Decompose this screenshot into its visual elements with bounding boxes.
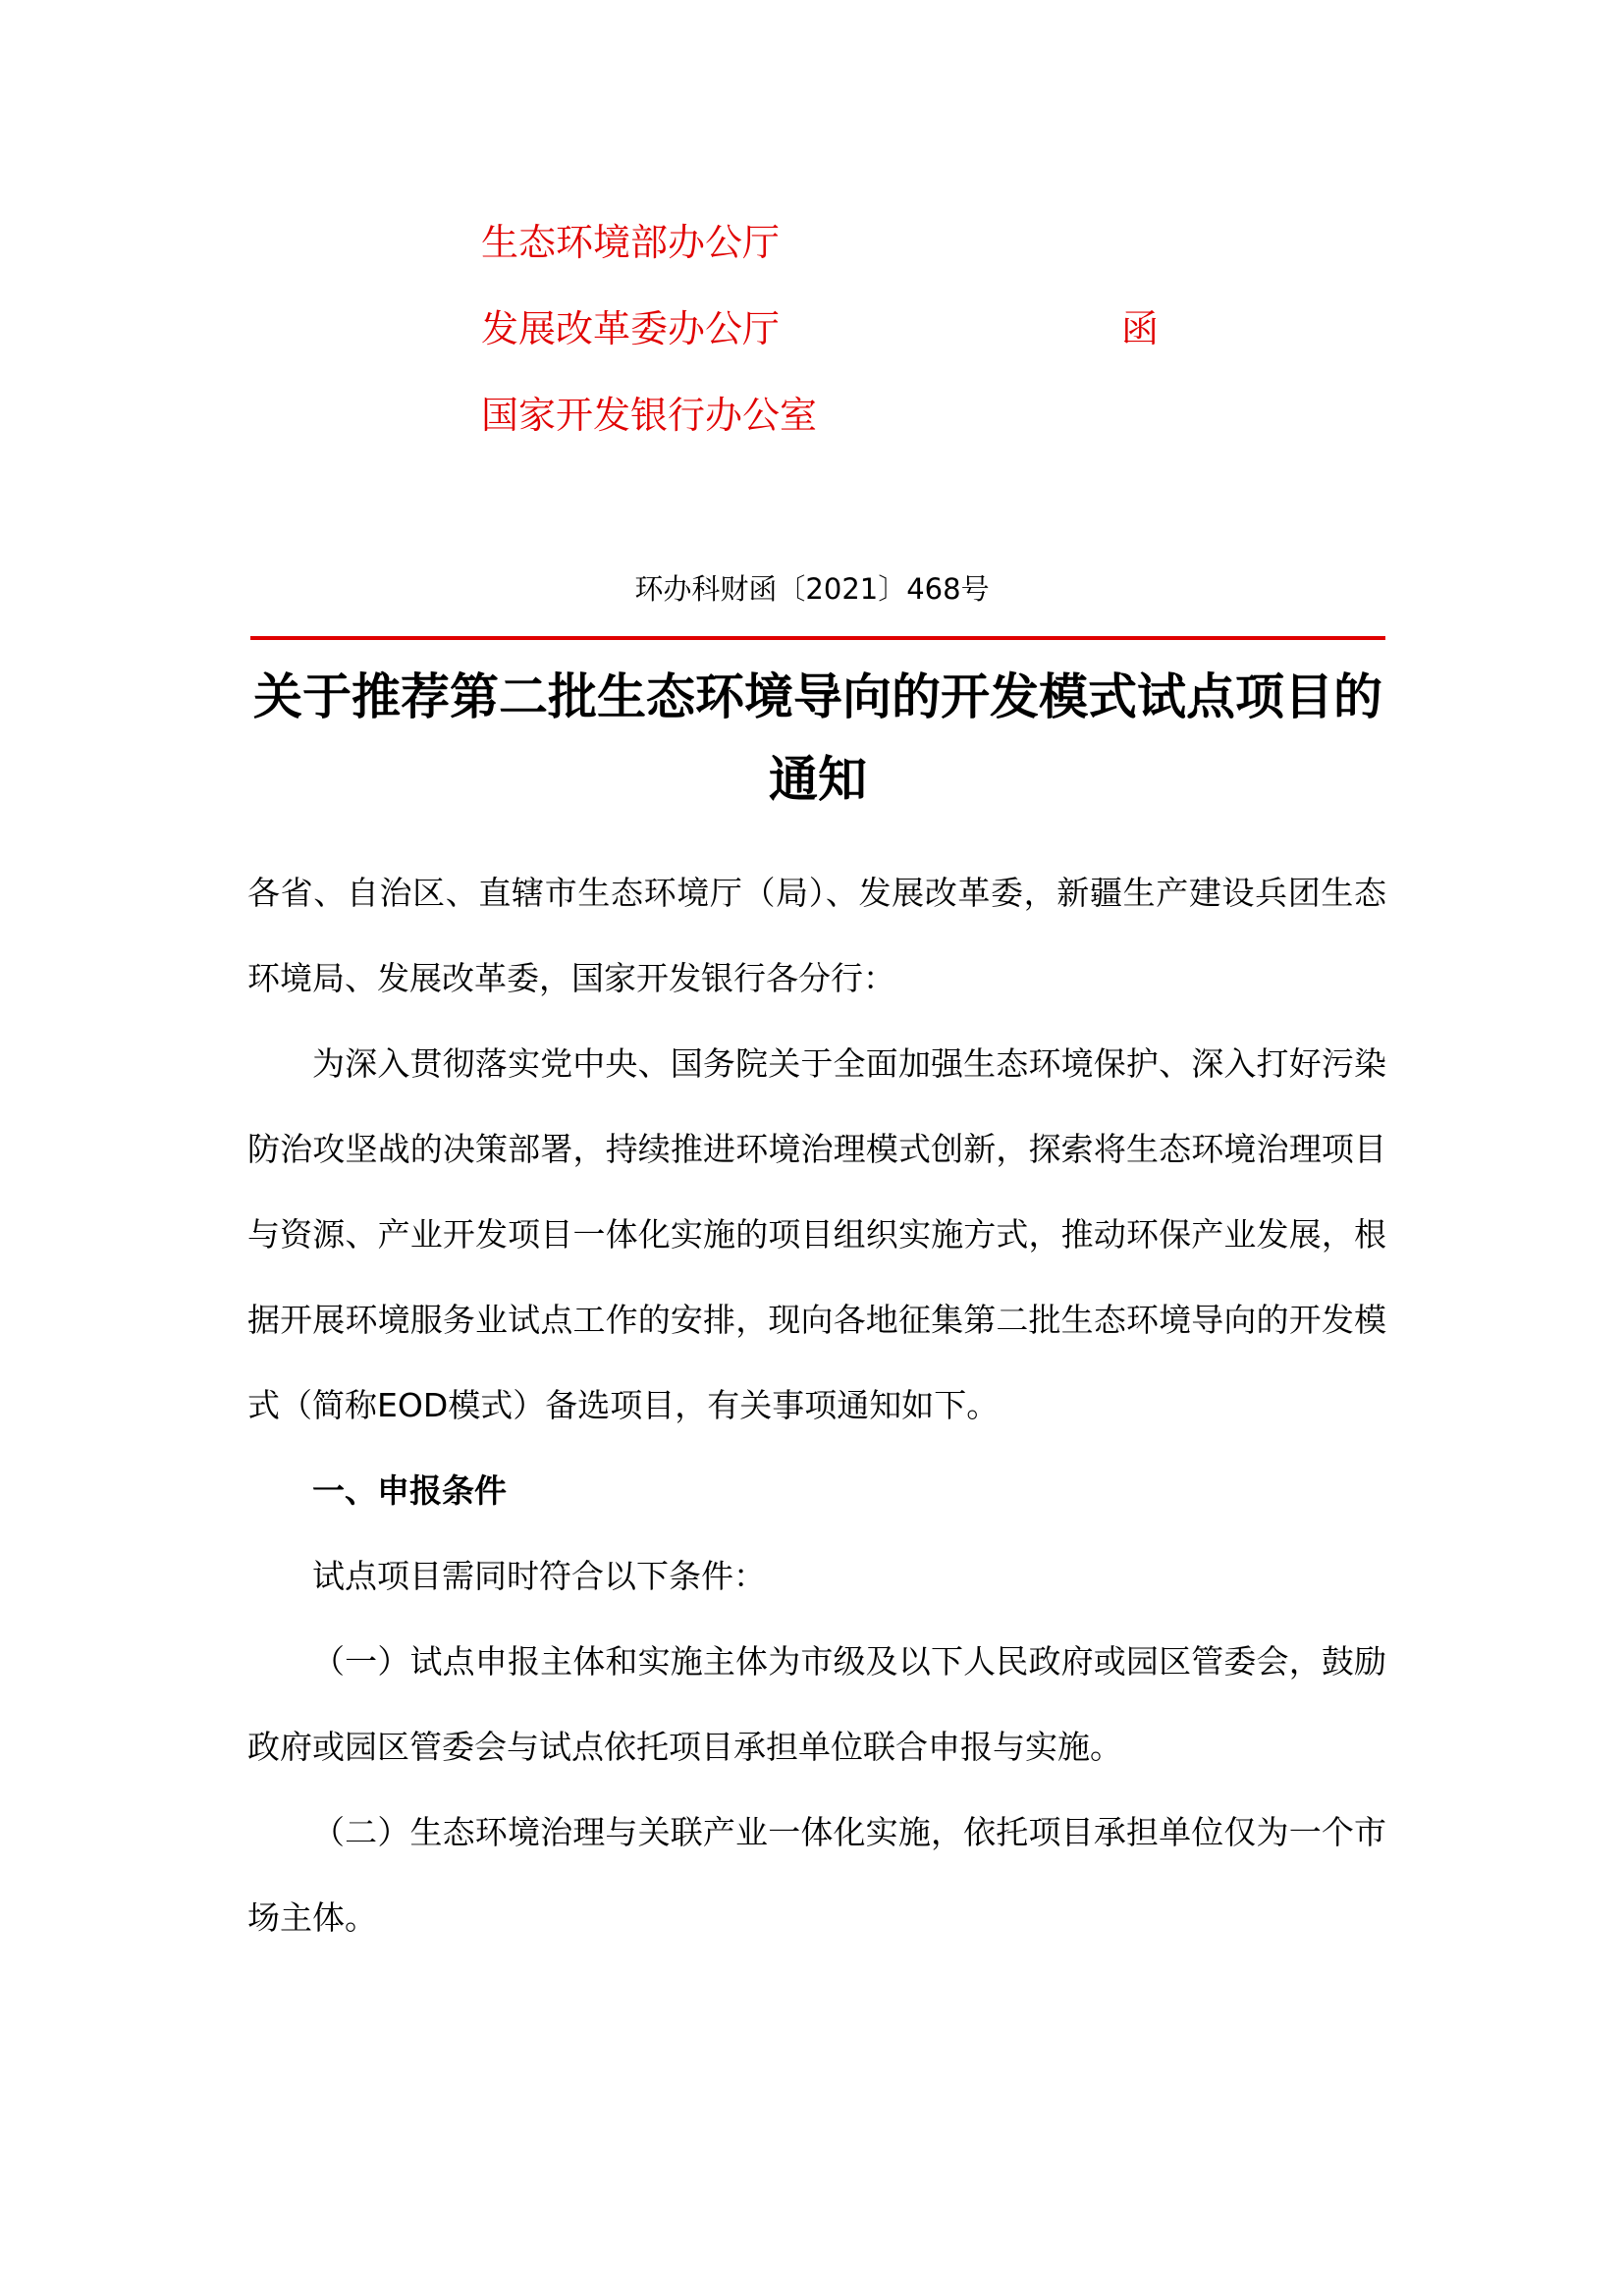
issuer-third: 国家开发银行办公室 [481,394,818,437]
intro-paragraph: 为深入贯彻落实党中央、国务院关于全面加强生态环境保护、深入打好污染防治攻坚战的决策部署，持续推进环境治理模式创新，探索将生态环境治理项目与资源、产业开发项目一体化实施的项目组织实施方式，推动环保产业发展，根据开展环境服务业试点工作的安排，现向各地征集第二批生态环境导向的开发模式（简称EOD模式）备选项目，有关事项通知如下。 [247,1044,1386,1424]
title-line-1: 关于推荐第二批生态环境导向的开发模式试点项目的 [253,668,1382,725]
document-title [245,656,1390,821]
addressees-paragraph: 各省、自治区、直辖市生态环境厅（局）、发展改革委，新疆生产建设兵团生态环境局、发展改革委，国家开发银行各分行： [247,874,1386,997]
condition-item-2: （二）生态环境治理与关联产业一体化实施，依托项目承担单位仅为一个市场主体。 [247,1813,1386,1937]
letter-mark: 函 [1121,307,1160,350]
issuer-first: 生态环境部办公厅 [481,221,781,264]
issuer-second: 发展改革委办公厅 [481,307,781,350]
red-header-rule [250,636,1385,640]
document-number: 环办科财函〔2021〕468号 [634,572,990,606]
conditions-lead: 试点项目需同时符合以下条件： [312,1557,766,1595]
title-line-2: 通知 [769,751,867,808]
condition-item-1: （一）试点申报主体和实施主体为市级及以下人民政府或园区管委会，鼓励政府或园区管委会与试点依托项目承担单位联合申报与实施。 [247,1642,1386,1766]
section-heading-conditions: 一、申报条件 [312,1471,507,1510]
